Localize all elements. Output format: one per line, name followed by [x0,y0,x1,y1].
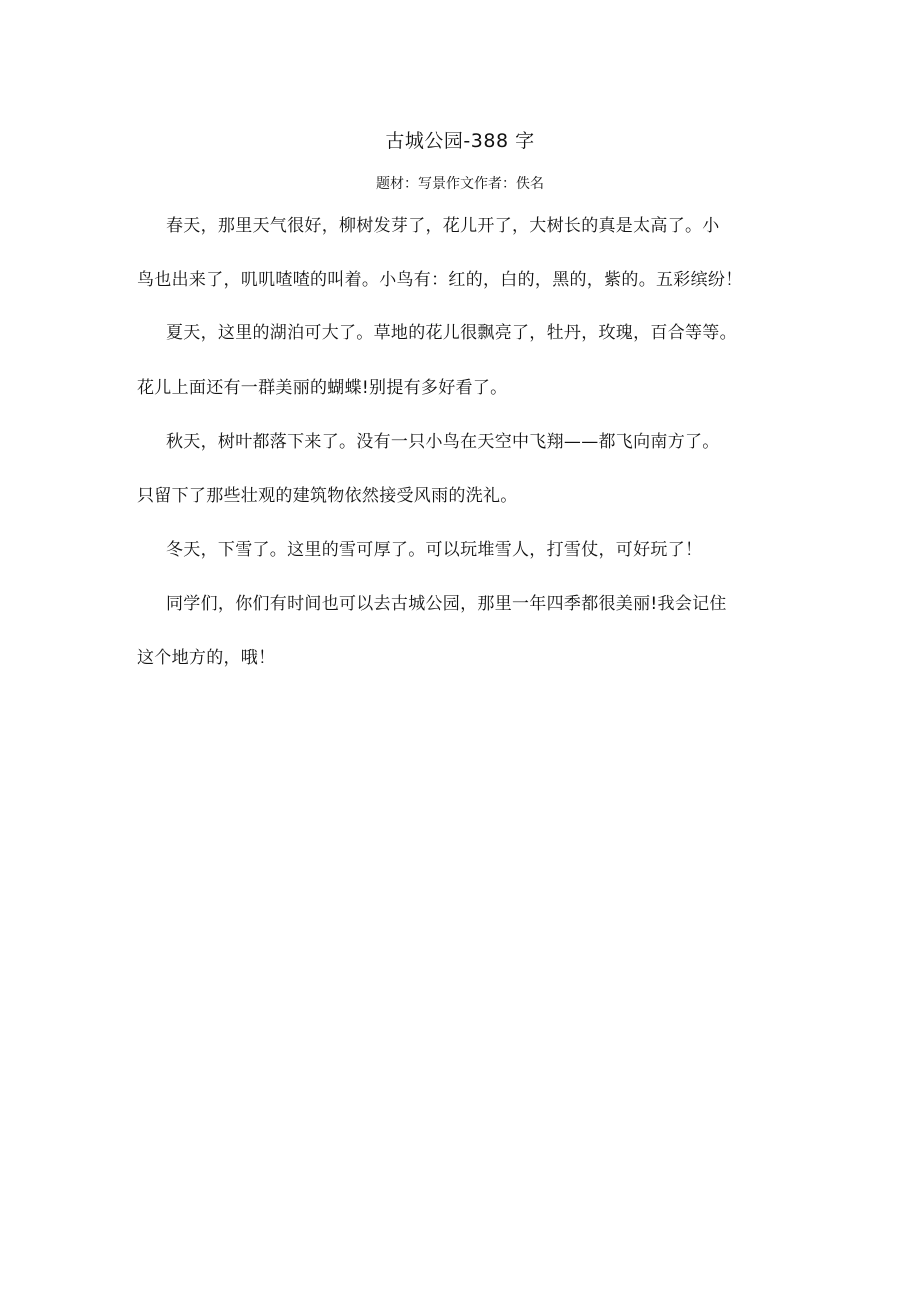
paragraph-closing-line-2: 这个地方的，哦！ [137,648,276,668]
paragraph-summer-line-2: 花儿上面还有一群美丽的蝴蝶!别提有多好看了。 [137,378,508,398]
paragraph-closing-line-1: 同学们，你们有时间也可以去古城公园，那里一年四季都很美丽!我会记住 [166,594,727,614]
paragraph-spring-line-2: 鸟也出来了，叽叽喳喳的叫着。小鸟有：红的，白的，黑的，紫的。五彩缤纷！ [137,270,743,290]
paragraph-spring-line-1: 春天，那里天气很好，柳树发芽了，花儿开了，大树长的真是太高了。小 [166,216,720,236]
paragraph-autumn-line-1: 秋天，树叶都落下来了。没有一只小鸟在天空中飞翔——都飞向南方了。 [166,432,720,452]
paragraph-summer-line-1: 夏天，这里的湖泊可大了。草地的花儿很飘亮了，牡丹，玫瑰，百合等等。 [166,323,737,343]
page-subtitle: 题材：写景作文作者：佚名 [376,176,544,192]
paragraph-autumn-line-2: 只留下了那些壮观的建筑物依然接受风雨的洗礼。 [137,486,518,506]
paragraph-winter-line-1: 冬天，下雪了。这里的雪可厚了。可以玩堆雪人，打雪仗，可好玩了！ [166,540,703,560]
page-title: 古城公园-388 字 [385,130,535,152]
